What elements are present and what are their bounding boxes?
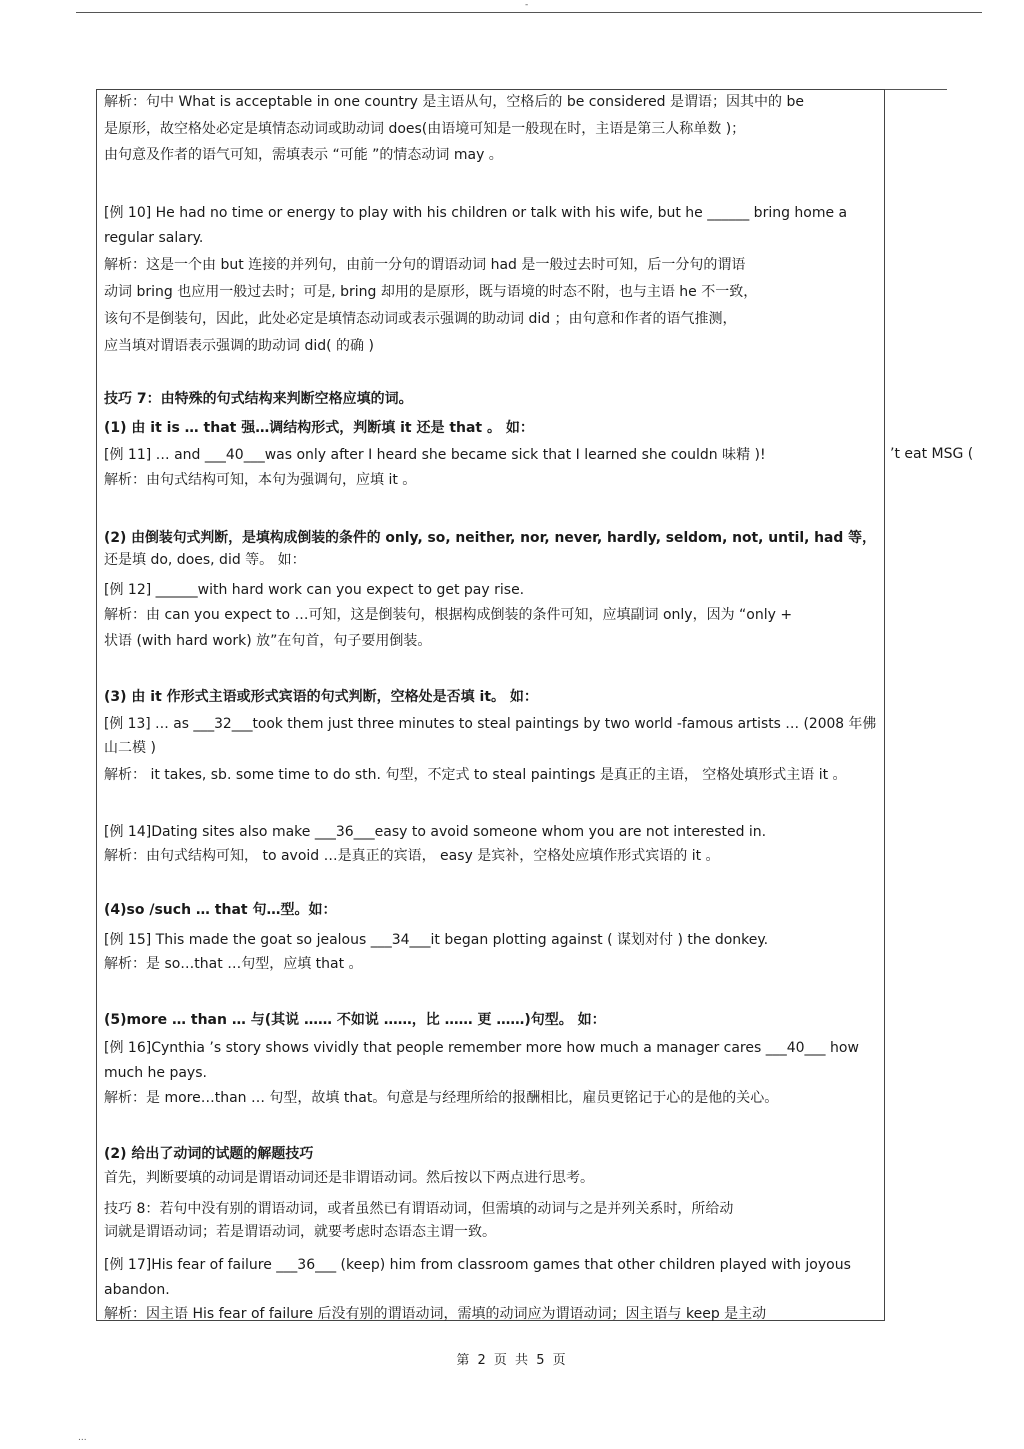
corner-mark: ... xyxy=(78,1433,87,1443)
header-rule xyxy=(76,12,982,13)
section-heading: (5)more … than … 与(其说 …… 不如说 ……，比 …… 更 ……)句型。 如： xyxy=(104,1012,606,1028)
overflow-text: ’t eat MSG ( xyxy=(890,446,974,462)
text-line: 解析：这是一个由 but 连接的并列句，由前一分句的谓语动词 had 是一般过去时可知，后一分句的谓语 xyxy=(104,257,746,273)
text-line: [例 13] … as ___32___took them just three minutes to steal paintings by two world -famous artists … (2008 年佛 xyxy=(104,716,877,732)
text-line: 解析：由 can you expect to …可知，这是倒装句，根据构成倒装的条件可知，应填副词 only，因为 “only + xyxy=(104,607,793,623)
text-line: [例 16]Cynthia ’s story shows vividly that people remember more how much a manager cares ___40___ how xyxy=(104,1040,859,1056)
text-line: 该句不是倒装句，因此，此处必定是填情态动词或表示强调的助动词 did ；由句意和作者的语气推测， xyxy=(104,311,737,327)
text-line: 由句意及作者的语气可知，需填表示 “可能 ”的情态动词 may 。 xyxy=(104,147,503,163)
text-line: 是原形，故空格处必定是填情态动词或助动词 does(由语境可知是一般现在时，主语是第三人称单数 )； xyxy=(104,121,746,137)
table-edge-stub xyxy=(885,89,947,90)
section-heading: (2) 由倒装句式判断，是填构成倒装的条件的 only, so, neither, nor, never, hardly, seldom, not, until, had 等， xyxy=(104,530,876,546)
text-line: 解析：因主语 His fear of failure 后没有别的谓语动词，需填的动词应为谓语动词；因主语与 keep 是主动 xyxy=(104,1306,767,1322)
text-line: [例 14]Dating sites also make ___36___easy to avoid someone whom you are not interested in. xyxy=(104,824,767,840)
page-number: 第 2 页 共 5 页 xyxy=(456,1353,568,1368)
text-line: 还是填 do, does, did 等。 如： xyxy=(104,552,306,568)
text-line: 解析：由句式结构可知， to avoid …是真正的宾语， easy 是宾补，空格处应填作形式宾语的 it 。 xyxy=(104,848,720,864)
text-line: regular salary. xyxy=(104,230,204,246)
section-heading: 技巧 7：由特殊的句式结构来判断空格应填的词。 xyxy=(104,391,413,407)
section-heading: (3) 由 it 作形式主语或形式宾语的句式判断，空格处是否填 it。 如： xyxy=(104,689,538,705)
section-heading: (2) 给出了动词的试题的解题技巧 xyxy=(104,1146,314,1162)
text-line: 首先，判断要填的动词是谓语动词还是非谓语动词。然后按以下两点进行思考。 xyxy=(104,1170,594,1186)
text-line: abandon. xyxy=(104,1282,170,1298)
text-line: much he pays. xyxy=(104,1065,207,1081)
text-line: 应当填对谓语表示强调的助动词 did( 的确 ) xyxy=(104,338,374,354)
text-line: 解析：由句式结构可知，本句为强调句，应填 it 。 xyxy=(104,472,417,488)
text-line: [例 10] He had no time or energy to play with his children or talk with his wife, but he ______ bring home a xyxy=(104,205,848,221)
text-line: 状语 (with hard work) 放”在句首，句子要用倒装。 xyxy=(104,633,432,649)
text-line: 解析：是 more…than … 句型，故填 that。句意是与经理所给的报酬相比，雇员更铭记于心的是他的关心。 xyxy=(104,1090,779,1106)
text-line: 解析：句中 What is acceptable in one country 是主语从句，空格后的 be considered 是谓语；因其中的 be xyxy=(104,94,804,110)
header-mark: - xyxy=(525,0,529,10)
text-line: 解析：是 so…that …句型，应填 that 。 xyxy=(104,956,363,972)
text-line: [例 11] … and ___40___was only after I heard she became sick that I learned she couldn 味精 )! xyxy=(104,447,766,463)
text-line: 动词 bring 也应用一般过去时；可是, bring 却用的是原形，既与语境的时态不附，也与主语 he 不一致， xyxy=(104,284,758,300)
text-line: 词就是谓语动词；若是谓语动词，就要考虑时态语态主谓一致。 xyxy=(104,1224,496,1240)
text-line: 解析： it takes, sb. some time to do sth. 句型，不定式 to steal paintings 是真正的主语， 空格处填形式主语 it 。 xyxy=(104,767,847,783)
section-heading: (4)so /such … that 句…型。如： xyxy=(104,902,337,918)
text-line: [例 15] This made the goat so jealous ___34___it began plotting against ( 谋划对付 ) the donkey. xyxy=(104,932,769,948)
text-line: 山二模 ) xyxy=(104,740,156,756)
text-line: 技巧 8：若句中没有别的谓语动词，或者虽然已有谓语动词，但需填的动词与之是并列关系时，所给动 xyxy=(104,1201,734,1217)
section-heading: (1) 由 it is … that 强…调结构形式，判断填 it 还是 that 。 如： xyxy=(104,420,534,436)
text-line: [例 12] ______with hard work can you expect to get pay rise. xyxy=(104,582,525,598)
text-line: [例 17]His fear of failure ___36___ (keep) him from classroom games that other children played with joyous xyxy=(104,1257,851,1273)
